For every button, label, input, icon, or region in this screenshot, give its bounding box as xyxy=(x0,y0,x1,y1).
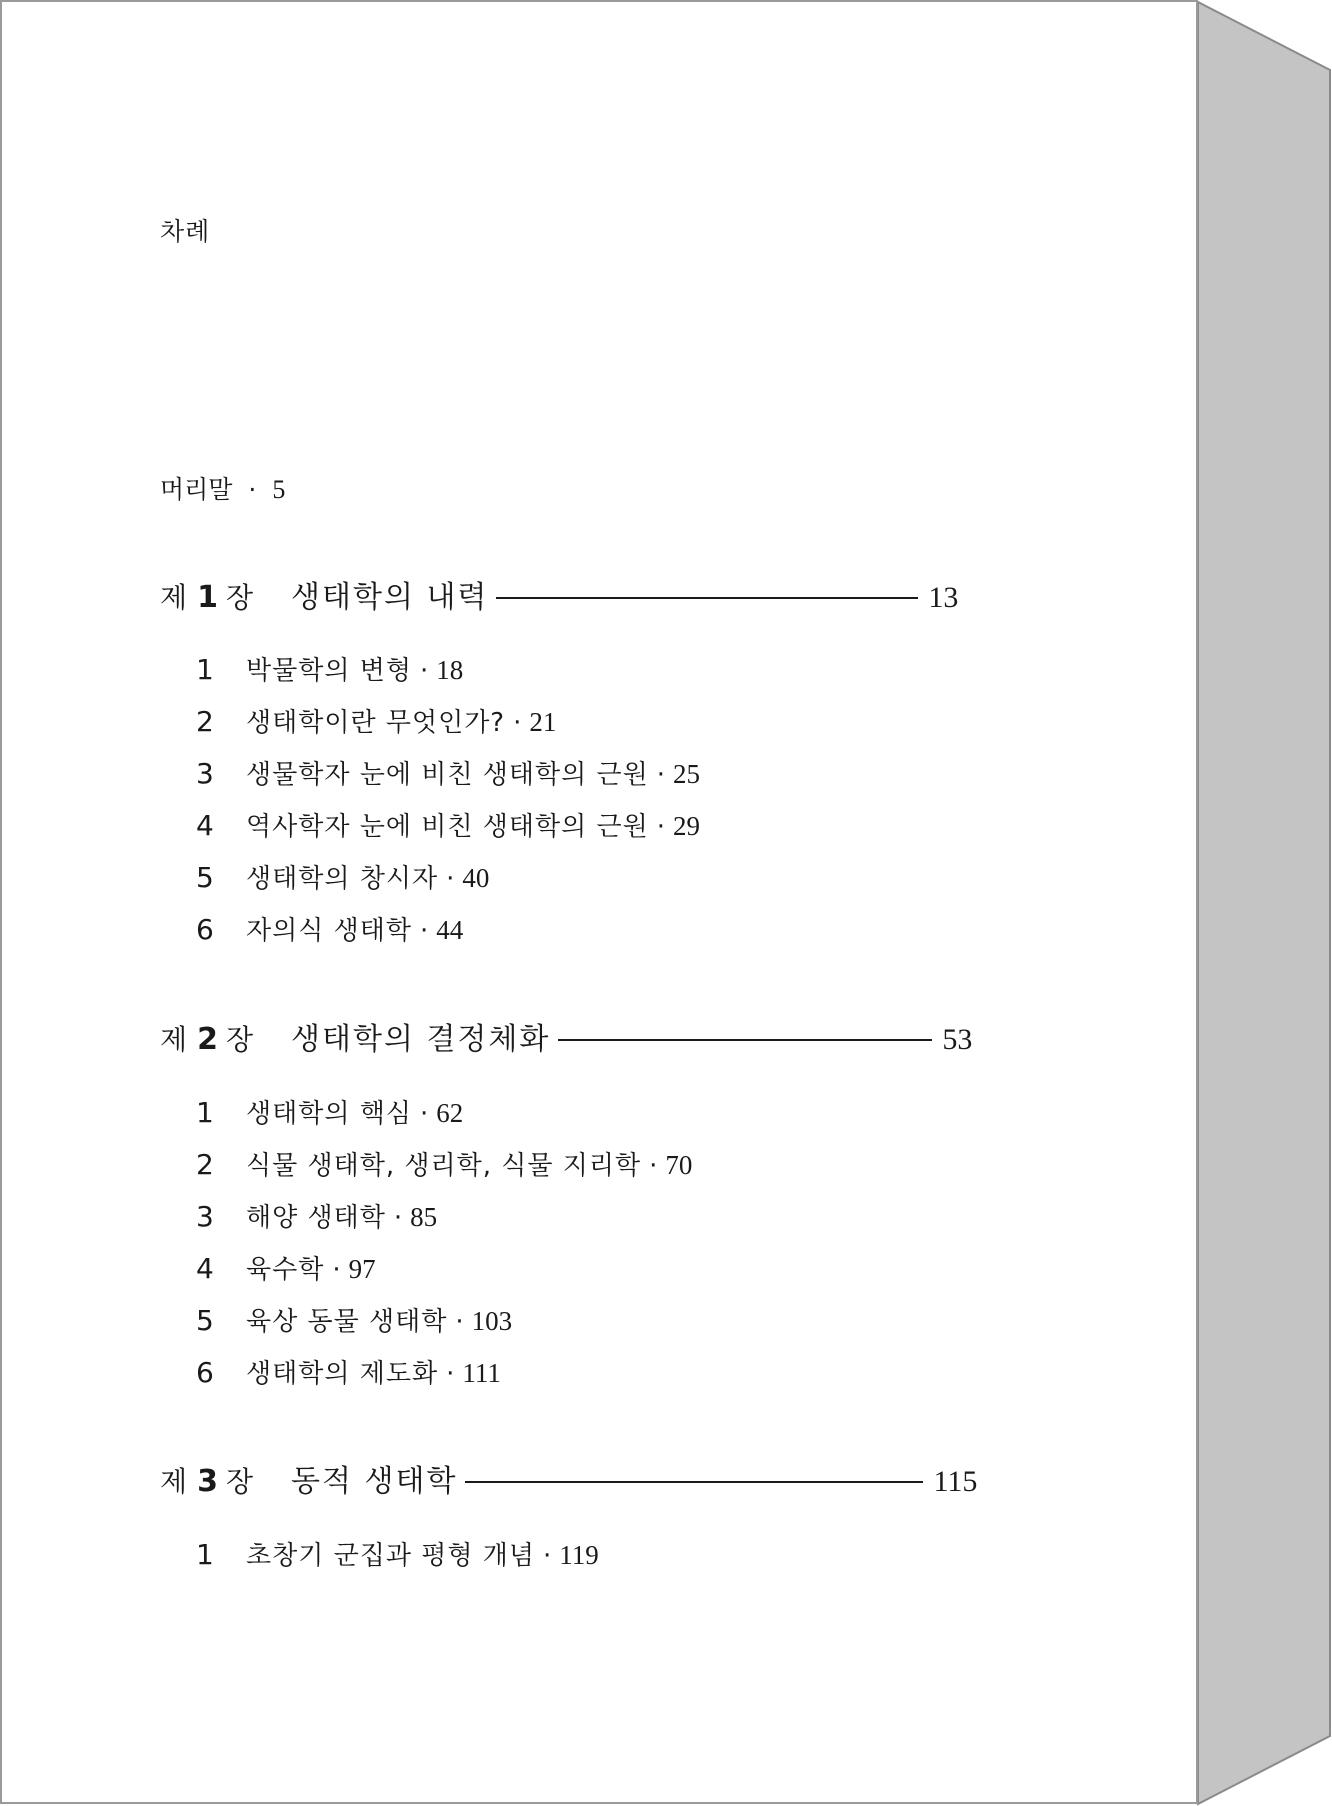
chapter-3-heading[interactable] xyxy=(160,1456,977,1500)
item-title: 육수학 xyxy=(246,1255,325,1285)
item-page: 44 xyxy=(436,915,464,945)
toc-item[interactable] xyxy=(196,702,556,739)
separator-dot: · xyxy=(455,1307,464,1337)
preface-page: 5 xyxy=(272,475,286,504)
chapter-title: 생태학의 결정체화 xyxy=(291,1022,551,1057)
toc-item[interactable] xyxy=(196,1093,463,1130)
separator-dot: · xyxy=(419,656,429,686)
page-title: 차례 xyxy=(160,217,211,246)
leader-line xyxy=(496,597,918,599)
separator-dot: · xyxy=(542,1541,552,1571)
item-title: 초창기 군집과 평형 개념 xyxy=(246,1541,535,1571)
item-number: 1 xyxy=(196,653,214,686)
toc-item[interactable] xyxy=(196,910,463,947)
item-title: 자의식 생태학 xyxy=(246,916,412,946)
chapter-title: 생태학의 내력 xyxy=(291,580,489,615)
toc-item[interactable] xyxy=(196,1145,692,1182)
item-page: 119 xyxy=(559,1540,599,1570)
item-page: 21 xyxy=(529,707,557,737)
item-number: 6 xyxy=(196,1356,214,1389)
item-title: 생태학이란 무엇인가? xyxy=(246,708,506,738)
toc-item[interactable] xyxy=(196,1301,512,1338)
item-title: 생태학의 제도화 xyxy=(246,1359,439,1389)
item-page: 25 xyxy=(672,759,700,789)
item-number: 1 xyxy=(196,1538,214,1571)
item-page: 85 xyxy=(410,1202,438,1232)
item-number: 3 xyxy=(196,757,214,790)
toc-item[interactable] xyxy=(196,650,463,687)
chapter-page: 13 xyxy=(928,581,959,614)
item-page: 62 xyxy=(436,1098,464,1128)
chapter-prefix: 제 xyxy=(160,1465,188,1498)
toc-item[interactable] xyxy=(196,858,489,895)
chapter-suffix: 장 xyxy=(225,1023,253,1056)
item-number: 3 xyxy=(196,1200,214,1233)
chapter-prefix: 제 xyxy=(160,1023,188,1056)
separator-dot: · xyxy=(332,1255,341,1285)
chapter-number: 2 xyxy=(197,1022,218,1057)
separator-dot: · xyxy=(446,1359,455,1389)
toc-item[interactable] xyxy=(196,1535,599,1572)
chapter-suffix: 장 xyxy=(225,1465,253,1498)
item-title: 박물학의 변형 xyxy=(246,656,412,686)
separator-dot: · xyxy=(419,916,429,946)
item-title: 식물 생태학, 생리학, 식물 지리학 xyxy=(246,1151,642,1181)
item-page: 103 xyxy=(471,1306,513,1336)
item-page: 70 xyxy=(665,1150,693,1180)
toc-item[interactable] xyxy=(196,1353,501,1390)
chapter-number: 1 xyxy=(197,580,218,615)
toc-item[interactable] xyxy=(196,1249,376,1286)
chapter-2-heading[interactable] xyxy=(160,1014,972,1058)
chapter-page: 53 xyxy=(942,1023,973,1056)
item-number: 2 xyxy=(196,705,214,738)
separator-dot: · xyxy=(419,1099,429,1129)
separator-dot: · xyxy=(513,708,522,738)
item-page: 40 xyxy=(462,863,490,893)
separator-dot: · xyxy=(649,1151,658,1181)
separator-dot: · xyxy=(656,760,665,790)
chapter-suffix: 장 xyxy=(225,581,253,614)
toc-item[interactable] xyxy=(196,806,700,843)
separator-dot: · xyxy=(393,1203,403,1233)
separator-dot: · xyxy=(248,475,257,504)
chapter-number: 3 xyxy=(197,1464,218,1499)
item-page: 111 xyxy=(462,1358,501,1388)
separator-dot: · xyxy=(656,812,665,842)
item-number: 4 xyxy=(196,1252,214,1285)
separator-dot: · xyxy=(446,864,455,894)
toc-item[interactable] xyxy=(196,754,700,791)
item-number: 1 xyxy=(196,1096,214,1129)
item-title: 생태학의 핵심 xyxy=(246,1099,412,1129)
item-page: 29 xyxy=(672,811,700,841)
item-number: 4 xyxy=(196,809,214,842)
item-page: 18 xyxy=(436,655,464,685)
item-number: 5 xyxy=(196,861,214,894)
preface-label: 머리말 xyxy=(160,475,233,504)
chapter-prefix: 제 xyxy=(160,581,188,614)
item-title: 역사학자 눈에 비친 생태학의 근원 xyxy=(246,812,649,842)
item-number: 5 xyxy=(196,1304,214,1337)
item-number: 2 xyxy=(196,1148,214,1181)
toc-item[interactable] xyxy=(196,1197,437,1234)
chapter-title: 동적 생태학 xyxy=(291,1464,458,1499)
item-title: 생태학의 창시자 xyxy=(246,864,439,894)
leader-line xyxy=(465,1481,923,1483)
item-title: 해양 생태학 xyxy=(246,1203,386,1233)
leader-line xyxy=(558,1039,932,1041)
preface-entry[interactable] xyxy=(160,470,285,506)
item-number: 6 xyxy=(196,913,214,946)
item-title: 육상 동물 생태학 xyxy=(246,1307,448,1337)
chapter-1-heading[interactable] xyxy=(160,572,958,616)
item-title: 생물학자 눈에 비친 생태학의 근원 xyxy=(246,760,649,790)
chapter-page: 115 xyxy=(933,1465,978,1498)
item-page: 97 xyxy=(348,1254,376,1284)
